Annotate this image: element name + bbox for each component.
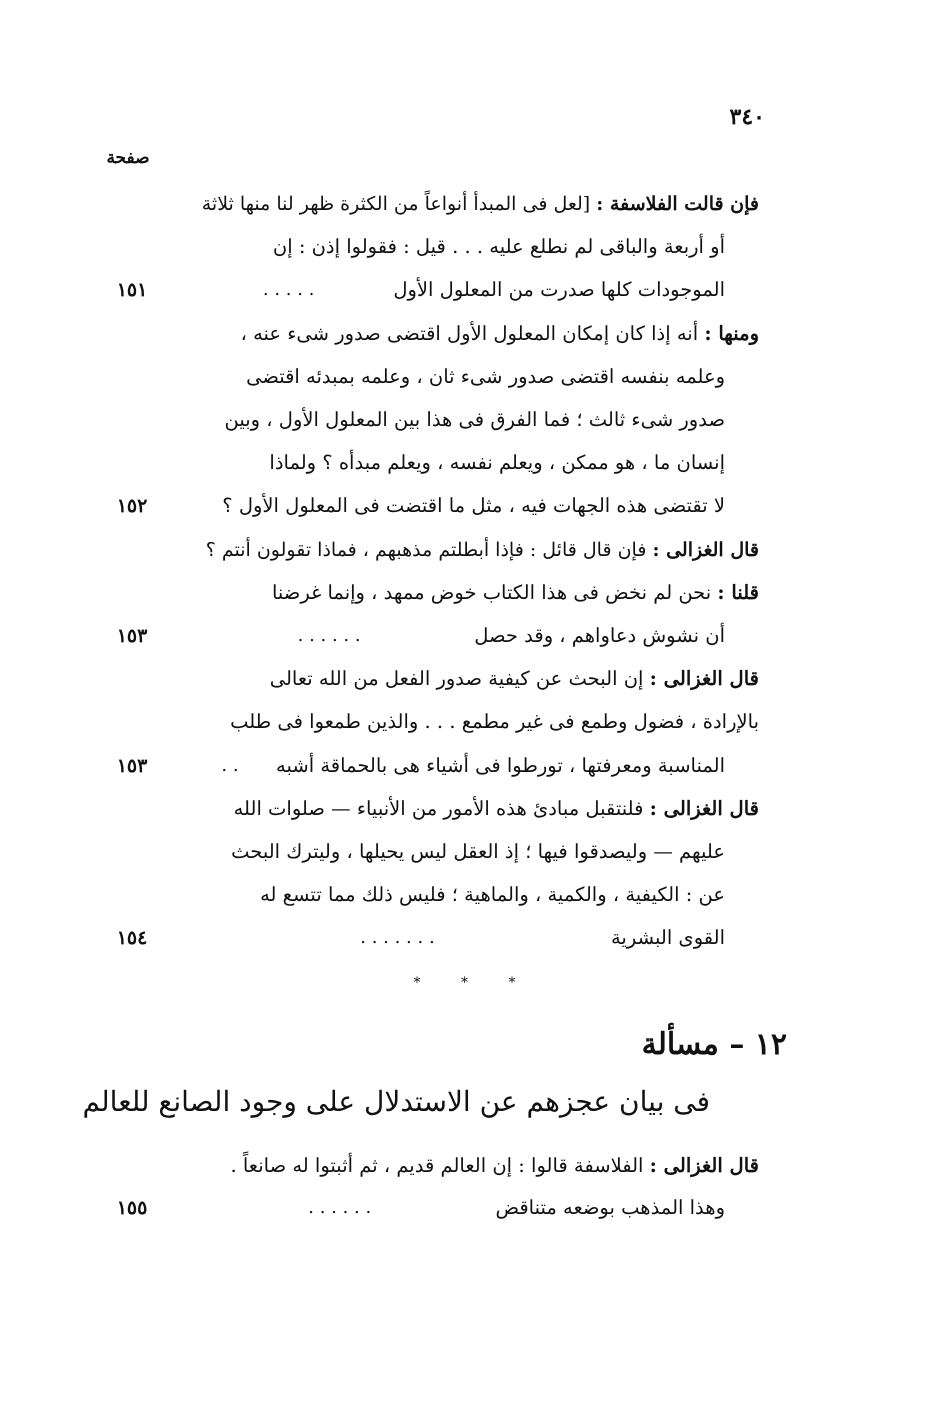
page-number: ٣٤٠	[729, 104, 765, 130]
line-text: وهذا المذهب بوضعه متناقض	[495, 1196, 725, 1219]
text-line	[234, 789, 759, 829]
text-line	[611, 918, 725, 958]
page-reference: ١٥٣	[116, 625, 148, 647]
line-text: نحن لم نخض فى هذا الكتاب خوض ممهد ، وإنما غرضنا	[271, 580, 718, 604]
text-line	[231, 832, 725, 872]
line-text: فإن قال قائل : فإذا أبطلتم مذهبهم ، فماذا تقولون أنتم ؟	[205, 538, 653, 561]
line-text: الموجودات كلها صدرت من المعلول الأول	[393, 278, 725, 302]
line-text: أنه إذا كان إمكان المعلول الأول اقتضى صدور شىء عنه ،	[240, 321, 705, 345]
text-line	[474, 616, 725, 656]
line-text: المناسبة ومعرفتها ، تورطوا فى أشياء هى بالحماقة أشبه	[276, 753, 725, 777]
page-reference: ١٥٥	[116, 1197, 148, 1219]
line-text: صدور شىء ثالث ؛ فما الفرق فى هذا بين المعلول الأول ، وبين	[224, 408, 725, 431]
page-reference: ١٥٢	[116, 495, 148, 518]
section-title: ١٢ – مسألة	[641, 1027, 787, 1062]
speaker-label: قال الغزالى :	[649, 667, 759, 691]
page-reference: ١٥٣	[116, 754, 148, 777]
text-line	[495, 1188, 725, 1228]
line-text: إن البحث عن كيفية صدور الفعل من الله تعالى	[269, 667, 650, 691]
page-reference: ١٥١	[116, 279, 148, 302]
line-text: وعلمه بنفسه اقتضى صدور شىء ثان ، وعلمه بمبدئه اقتضى	[246, 364, 725, 388]
line-text: عن : الكيفية ، والكمية ، والماهية ؛ فليس ذلك مما تتسع له	[260, 883, 725, 907]
line-text: بالإرادة ، فضول وطمع فى غير مطمع . . . والذين طمعوا فى طلب	[230, 710, 759, 734]
text-line	[225, 400, 725, 440]
page-column-header: صفحة	[106, 148, 150, 168]
text-line	[270, 659, 759, 699]
speaker-label: قال الغزالى :	[649, 796, 759, 820]
line-text: عليهم — وليصدقوا فيها ؛ إذ العقل ليس يحيلها ، وليترك البحث	[231, 840, 725, 863]
line-text: القوى البشرية	[610, 926, 725, 950]
speaker-label: قال الغزالى :	[652, 538, 759, 561]
text-line	[269, 443, 725, 483]
line-text: إنسان ما ، هو ممكن ، ويعلم نفسه ، ويعلم مبدأه ؟ ولماذا	[269, 451, 725, 475]
speaker-label: ومنها :	[704, 321, 759, 345]
text-line	[272, 573, 759, 613]
text-line	[206, 530, 759, 570]
text-line	[241, 314, 759, 354]
dot-leaders: . . . . . . .	[360, 927, 435, 949]
text-line	[393, 270, 725, 310]
section-subtitle: فى بيان عجزهم عن الاستدلال على وجود الصانع للعالم	[82, 1085, 710, 1118]
text-line	[230, 702, 759, 742]
dot-leaders: . .	[221, 754, 239, 776]
text-line	[273, 227, 725, 267]
line-text: أن نشوش دعاواهم ، وقد حصل	[474, 624, 725, 647]
dot-leaders: . . . . . .	[297, 625, 361, 646]
line-text: أو أربعة والباقى لم نطلع عليه . . . قيل : فقولوا إذن : إن	[272, 235, 725, 259]
text-line	[202, 184, 759, 224]
speaker-label: فإن قالت الفلاسفة :	[596, 193, 759, 215]
section-divider: * * *	[413, 975, 534, 991]
text-line	[246, 357, 725, 397]
speaker-label: قال الغزالى :	[649, 1154, 759, 1177]
dot-leaders: . . . . . .	[308, 1197, 372, 1218]
page-reference: ١٥٤	[116, 927, 148, 950]
line-text: فلنتقبل مبادئ هذه الأمور من الأنبياء — صلوات الله	[233, 796, 650, 820]
text-line	[222, 486, 725, 526]
line-text: [لعل فى المبدأ أنواعاً من الكثرة ظهر لنا منها ثلاثة	[201, 193, 597, 215]
text-line	[276, 746, 725, 786]
line-text: الفلاسفة قالوا : إن العالم قديم ، ثم أثبتوا له صانعاً .	[230, 1154, 650, 1177]
dot-leaders: . . . . .	[262, 279, 315, 301]
speaker-label: قلنا :	[717, 580, 759, 604]
text-line	[230, 1146, 759, 1186]
text-line	[260, 875, 725, 915]
line-text: لا تقتضى هذه الجهات فيه ، مثل ما اقتضت فى المعلول الأول ؟	[222, 494, 725, 518]
